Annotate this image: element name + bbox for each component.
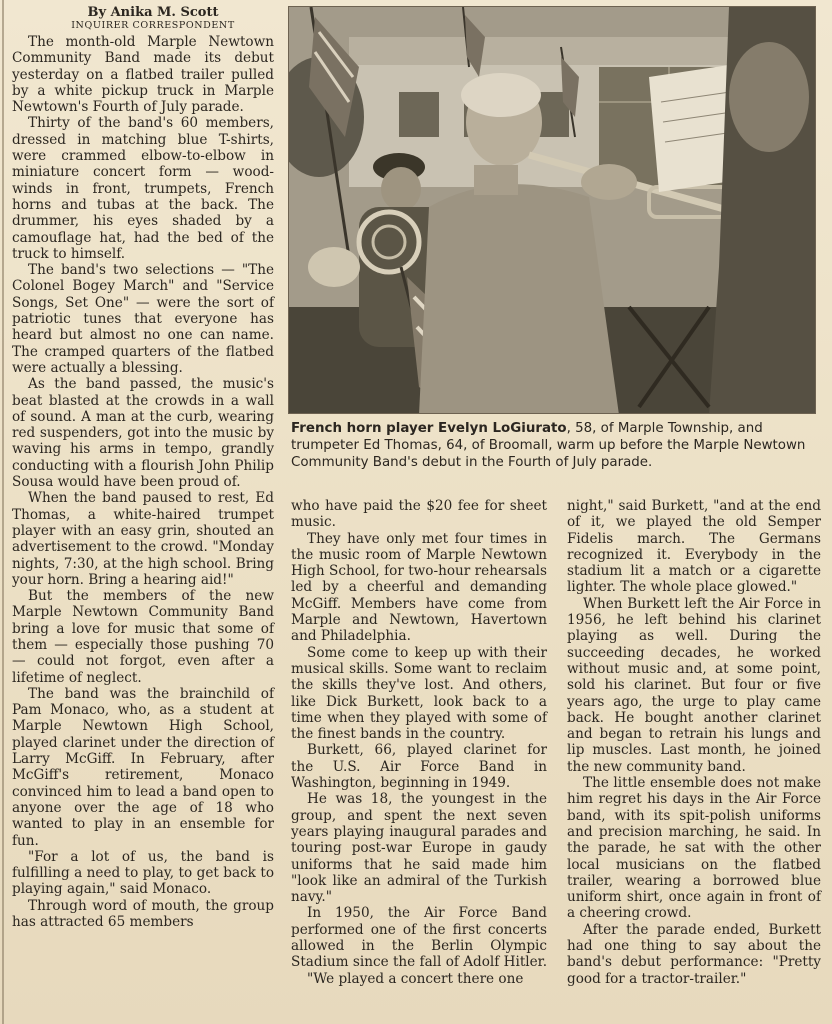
paragraph: But the members of the new Marple Newtown Community Band bring a love for music that some of them — especially those pushing 70 — could not forgot, even after a lifetime of neglect. (12, 588, 274, 686)
paragraph: As the band passed, the music's beat blasted at the crowds in a wall of sound. A man at the curb, wearing red suspenders, got into the music by waving his arms in tempo, grandly conducting with a flourish John Philip Sousa would have been proud of. (12, 376, 274, 491)
paragraph: In 1950, the Air Force Band performed one of the first concerts allowed in the Berlin Olympic Stadium since the fall of Adolf Hitler. (291, 905, 548, 971)
column-rule (2, 0, 4, 1024)
paragraph: who have paid the $20 fee for sheet music. (291, 498, 547, 531)
article-column-3 (567, 498, 821, 987)
photo-caption (291, 420, 819, 471)
paragraph: The month-old Marple Newtown Community Band made its debut yesterday on a flatbed trailer pulled by a white pickup truck in Marple Newtown's Fourth of July parade. (12, 34, 274, 116)
paragraph: night," said Burkett, "and at the end of it, we played the old Semper Fidelis march. The Germans recognized it. Everybody in the stadium lit a match or a cigarette lighter. The whole place glowed." (567, 498, 821, 596)
paragraph: The band was the brainchild of Pam Monaco, who, as a student at Marple Newtown High School, played clarinet under the direction of Larry McGiff. In February, after McGiff's retirement, Monaco convinced him to lead a band open to anyone over the age of 18 who wanted to play in an ensemble for fun. (12, 685, 274, 849)
paragraph: Through word of mouth, the group has attracted 65 members (12, 897, 274, 931)
byline-author: By Anika M. Scott (87, 5, 219, 20)
paragraph: Burkett, 66, played clarinet for the U.S. Air Force Band in Washington, beginning in 1949. (291, 742, 547, 792)
article-column-2 (291, 498, 547, 987)
byline-title: INQUIRER CORRESPONDENT (71, 20, 235, 31)
caption-text: , 58, of Marple Township, and trumpeter Ed Thomas, 64, of Broomall, warm up before the Marple Newtown Community Band's debut in the Fourth of July parade. (291, 421, 806, 470)
article-column-1 (12, 6, 274, 930)
paragraph: The band's two selections — "The Colonel Bogey March" and "Service Songs, Set One" — were the sort of patriotic tunes that everyone has heard but almost no one can name. The cramped quarters of the flatbed were actually a blessing. (12, 262, 274, 376)
band-photo (288, 6, 816, 414)
paragraph: They have only met four times in the music room of Marple Newtown High School, for two-hour rehearsals led by a cheerful and demanding McGiff. Members have come from Marple and Newtown, Havertown and Philadelphia. (291, 530, 547, 645)
paragraph: When the band paused to rest, Ed Thomas, a white-haired trumpet player with an easy grin, shouted an advertisement to the crowd. "Monday nights, 7:30, at the high school. Bring your horn. Bring a hearing aid!" (12, 490, 274, 588)
paragraph: "We played a concert there one (307, 970, 524, 987)
paragraph: Some come to keep up with their musical skills. Some want to reclaim the skills they've lost. And others, like Dick Burkett, look back to a time when they played with some of the finest bands in the country. (291, 644, 547, 743)
paragraph: After the parade ended, Burkett had one thing to say about the band's debut performance: "Pretty good for a tractor-trailer." (567, 921, 821, 987)
paragraph: Thirty of the band's 60 members, dressed in matching blue T-shirts, were crammed elbow-to-elbow in miniature concert form — wood-winds in front, trumpets, French horns and tubas at the back. The drummer, his eyes shaded by a camouflage hat, had the bed of the truck to himself. (12, 115, 274, 262)
paragraph: He was 18, the youngest in the group, and spent the next seven years playing inaugural parades and touring post-war Europe in gaudy uniforms that he said made him "look like an admiral of the Turkish navy." (291, 791, 547, 906)
paragraph: When Burkett left the Air Force in 1956, he left behind his clarinet playing as well. During the succeeding decades, he worked without music and, at some point, sold his clarinet. But four or five years ago, the urge to play came back. He bought another clarinet and began to retrain his lungs and lip muscles. Last month, he joined the new community band. (567, 595, 821, 775)
band-photo-illustration (289, 7, 816, 414)
paragraph: "For a lot of us, the band is fulfilling a need to play, to get back to playing again," said Monaco. (12, 848, 274, 898)
caption-lead: French horn player Evelyn LoGiurato (291, 421, 567, 436)
paragraph: The little ensemble does not make him regret his days in the Air Force band, with its spit-polish uniforms and precision marching, he said. In the parade, he sat with the other local musicians on the flatbed trailer, wearing a borrowed blue uniform shirt, once again in front of a cheering crowd. (567, 775, 821, 922)
